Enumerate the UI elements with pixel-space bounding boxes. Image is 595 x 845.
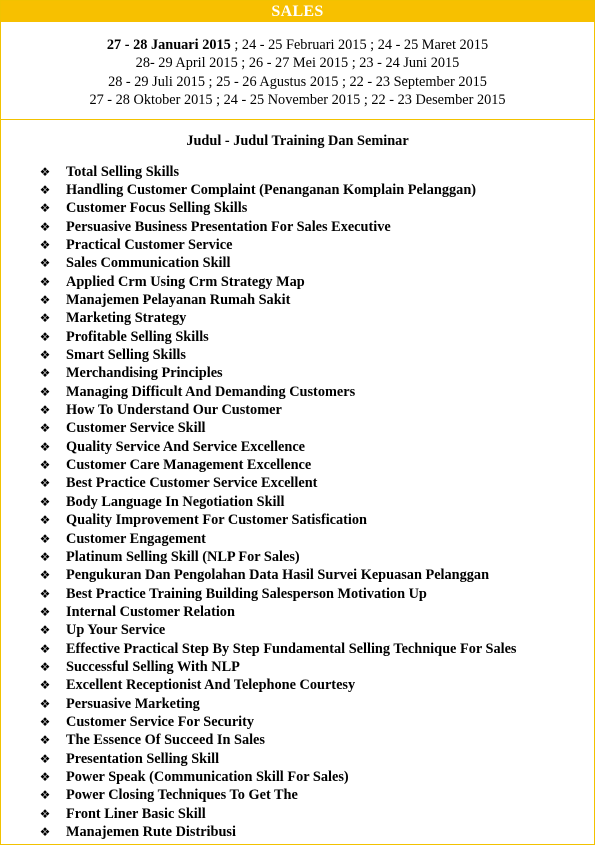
diamond-bullet-icon: ❖ [39, 366, 51, 381]
list-item [1, 511, 594, 529]
diamond-bullet-icon: ❖ [39, 421, 51, 436]
list-item-label: Profitable Selling Skills [66, 328, 209, 345]
list-item-label: Customer Service For Security [66, 713, 255, 730]
diamond-bullet-icon: ❖ [39, 311, 51, 326]
diamond-bullet-icon: ❖ [39, 788, 51, 803]
list-item [1, 493, 594, 511]
list-item-label: Managing Difficult And Demanding Customers [66, 383, 356, 400]
diamond-bullet-icon: ❖ [39, 238, 51, 252]
diamond-bullet-icon: ❖ [39, 403, 51, 418]
schedule-line [1, 54, 594, 72]
list-item [1, 236, 594, 254]
diamond-bullet-icon: ❖ [39, 825, 51, 839]
list-item [1, 309, 594, 327]
list-item-label: Applied Crm Using Crm Strategy Map [66, 273, 305, 290]
list-item [1, 364, 594, 382]
list-item-label: Successful Selling With NLP [66, 658, 240, 675]
schedule-dates-text: 28- 29 April 2015 ; 26 - 27 Mei 2015 ; 23 - 24 Juni 2015 [135, 55, 460, 72]
list-item-label: Customer Engagement [66, 530, 206, 547]
list-item-label: Best Practice Customer Service Excellent [66, 475, 318, 492]
list-item [1, 566, 594, 584]
list-item-label: Internal Customer Relation [66, 603, 235, 620]
diamond-bullet-icon: ❖ [39, 641, 51, 656]
diamond-bullet-icon: ❖ [39, 586, 51, 601]
list-item [1, 768, 594, 786]
list-item [1, 419, 594, 437]
diamond-bullet-icon: ❖ [39, 696, 51, 711]
list-item-label: Persuasive Business Presentation For Sales Executive [66, 218, 391, 235]
schedule-line [1, 73, 594, 91]
list-item [1, 695, 594, 713]
diamond-bullet-icon: ❖ [39, 623, 51, 638]
list-item [1, 750, 594, 768]
list-item [1, 823, 594, 841]
list-item [1, 456, 594, 474]
diamond-bullet-icon: ❖ [39, 348, 51, 363]
diamond-bullet-icon: ❖ [39, 458, 51, 473]
list-item-label: Best Practice Training Building Salesperson Motivation Up [66, 585, 427, 602]
diamond-bullet-icon: ❖ [39, 164, 51, 179]
list-item-label: Total Selling Skills [66, 163, 180, 180]
list-item-label: Manajemen Rute Distribusi [66, 824, 236, 840]
list-item [1, 181, 594, 199]
diamond-bullet-icon: ❖ [39, 293, 51, 308]
list-item-label: Quality Improvement For Customer Satisfication [66, 512, 368, 529]
list-item-label: Practical Customer Service [66, 237, 233, 253]
diamond-bullet-icon: ❖ [39, 329, 51, 344]
list-item [1, 199, 594, 217]
section-title: SALES [271, 3, 324, 20]
list-item [1, 346, 594, 364]
list-item [1, 163, 594, 181]
list-item-label: How To Understand Our Customer [66, 402, 282, 419]
list-item [1, 548, 594, 566]
diamond-bullet-icon: ❖ [39, 733, 51, 748]
list-item-label: Platinum Selling Skill (NLP For Sales) [66, 548, 300, 565]
diamond-bullet-icon: ❖ [39, 806, 51, 821]
list-item-label: Marketing Strategy [66, 310, 187, 327]
diamond-bullet-icon: ❖ [39, 751, 51, 766]
list-item [1, 621, 594, 639]
diamond-bullet-icon: ❖ [39, 476, 51, 491]
list-item-label: Presentation Selling Skill [66, 750, 220, 767]
diamond-bullet-icon: ❖ [39, 549, 51, 564]
list-item [1, 805, 594, 823]
diamond-bullet-icon: ❖ [39, 384, 51, 399]
list-item-label: Handling Customer Complaint (Penanganan Komplain Pelanggan) [66, 181, 477, 198]
list-item [1, 640, 594, 658]
topics-section [1, 120, 594, 842]
diamond-bullet-icon: ❖ [39, 182, 51, 197]
list-item-label: Manajemen Pelayanan Rumah Sakit [66, 292, 291, 309]
list-item-label: Smart Selling Skills [66, 347, 186, 364]
diamond-bullet-icon: ❖ [39, 274, 51, 289]
diamond-bullet-icon: ❖ [39, 219, 51, 234]
list-item-label: Merchandising Principles [66, 365, 223, 382]
schedule-line [1, 91, 594, 109]
list-item-label: Body Language In Negotiation Skill [66, 493, 285, 510]
diamond-bullet-icon: ❖ [39, 513, 51, 528]
list-item-label: Up Your Service [66, 622, 166, 639]
list-item [1, 603, 594, 621]
list-item-label: Front Liner Basic Skill [66, 805, 206, 822]
list-item [1, 438, 594, 456]
list-item [1, 218, 594, 236]
list-item [1, 530, 594, 548]
list-item [1, 291, 594, 309]
diamond-bullet-icon: ❖ [39, 201, 51, 216]
diamond-bullet-icon: ❖ [39, 494, 51, 509]
diamond-bullet-icon: ❖ [39, 659, 51, 674]
list-item-label: Customer Focus Selling Skills [66, 200, 248, 217]
list-item-label: Power Speak (Communication Skill For Sales) [66, 768, 349, 785]
list-item-label: Customer Care Management Excellence [66, 457, 312, 474]
list-item [1, 658, 594, 676]
list-item [1, 786, 594, 804]
list-item-label: Effective Practical Step By Step Fundamental Selling Technique For Sales [66, 640, 517, 657]
schedule-dates-text: 28 - 29 Juli 2015 ; 25 - 26 Agustus 2015 ; 22 - 23 September 2015 [108, 73, 487, 90]
schedule-dates-text: 27 - 28 Oktober 2015 ; 24 - 25 November 2015 ; 22 - 23 Desember 2015 [89, 92, 506, 109]
list-item-label: Customer Service Skill [66, 420, 206, 437]
list-item [1, 401, 594, 419]
schedule-highlight-date: 27 - 28 Januari 2015 [106, 37, 231, 53]
list-item [1, 585, 594, 603]
topic-list [1, 163, 594, 842]
list-item-label: Sales Communication Skill [66, 255, 231, 272]
list-item [1, 273, 594, 291]
list-item [1, 713, 594, 731]
list-item-label: Persuasive Marketing [66, 695, 200, 712]
list-item [1, 474, 594, 492]
diamond-bullet-icon: ❖ [39, 678, 51, 693]
list-item [1, 676, 594, 694]
list-item-label: Excellent Receptionist And Telephone Courtesy [66, 677, 356, 694]
schedule-dates-text: ; 24 - 25 Februari 2015 ; 24 - 25 Maret 2015 [230, 37, 489, 53]
schedule-dates [1, 22, 594, 120]
list-item-label: Pengukuran Dan Pengolahan Data Hasil Survei Kepuasan Pelanggan [66, 567, 490, 584]
list-item [1, 731, 594, 749]
list-item-label: Power Closing Techniques To Get The [66, 787, 298, 804]
diamond-bullet-icon: ❖ [39, 714, 51, 729]
list-item [1, 383, 594, 401]
list-item-label: Quality Service And Service Excellence [66, 438, 306, 455]
topics-title: Judul - Judul Training Dan Seminar [186, 132, 409, 149]
diamond-bullet-icon: ❖ [39, 256, 51, 271]
diamond-bullet-icon: ❖ [39, 568, 51, 583]
diamond-bullet-icon: ❖ [39, 531, 51, 546]
diamond-bullet-icon: ❖ [39, 604, 51, 619]
list-item-label: The Essence Of Succeed In Sales [66, 732, 265, 749]
list-item [1, 254, 594, 272]
schedule-line [1, 36, 594, 54]
list-item [1, 328, 594, 346]
diamond-bullet-icon: ❖ [39, 439, 51, 454]
diamond-bullet-icon: ❖ [39, 769, 51, 784]
section-title-bar [1, 1, 594, 22]
